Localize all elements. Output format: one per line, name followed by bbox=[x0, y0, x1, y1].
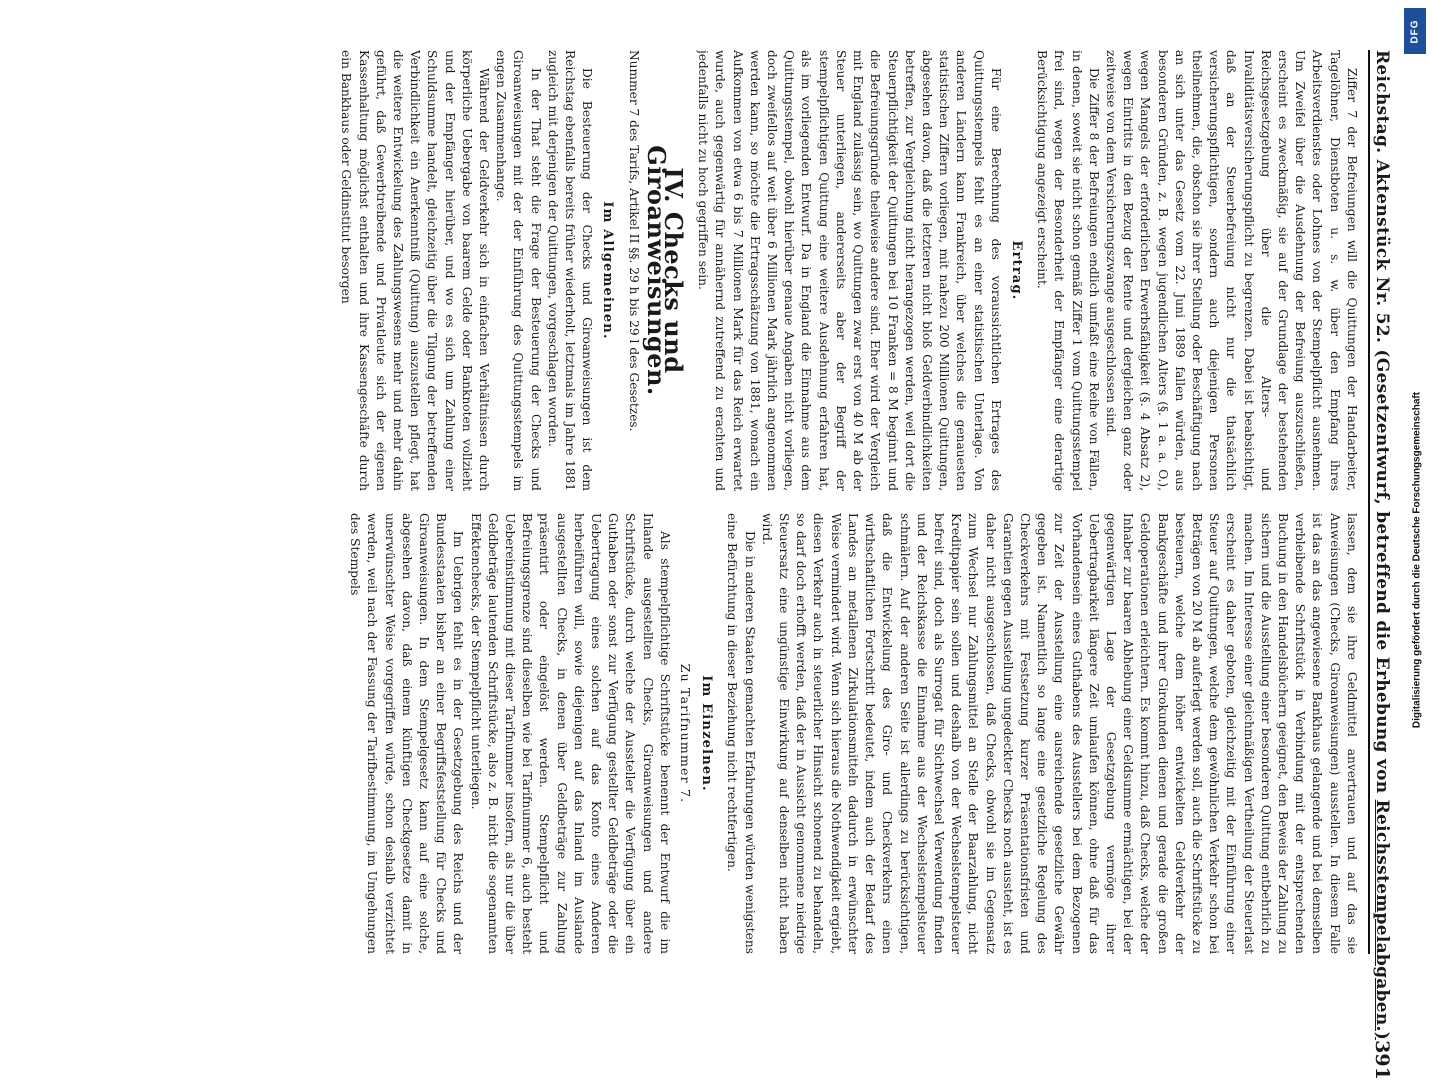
paragraph: Die in anderen Staaten gemachten Erfahrungen würden wenigstens eine Befürchtung in dieser Beziehung nicht rechtfertigen. bbox=[725, 513, 757, 954]
paragraph: Die Besteuerung der Checks und Giroanweisungen ist dem Reichstag ebenfalls bereits früher wiederholt, letztmals im Jahre 1881 zugleich mit derjenigen der Quittungen, vorgeschlagen worden. bbox=[545, 50, 595, 491]
section-heading-ertrag: Ertrag. bbox=[1008, 240, 1024, 301]
header-title bbox=[1373, 50, 1390, 1040]
section-heading-allgemein: Im Allgemeinen. bbox=[600, 201, 616, 340]
header-left-text: Reichstag. Aktenstück Nr. 52. bbox=[1372, 50, 1392, 344]
paragraph: In der That steht die Frage der Besteuerung der Checks und Giroanweisungen mit der der Einführung des Quittungsstempels im engen Zusammenhange. bbox=[494, 50, 543, 491]
paragraph: Im Uebrigen fehlt es in der Gesetzgebung des Reichs und der Bundesstaaten bisher an einer Begriffsfeststellung für Checks und Giroanweisungen. In dem Stempelgesetz kann auf eine solche, abgesehen davon, daß einem künftigen Checkgesetze damit in unerwünschter Weise vorgegriffen würde, schon deshalb verzichtet werden, weil nach der Fassung der Tarifbestimmung, im Umgehungen des Stempels bbox=[348, 513, 466, 954]
left-column bbox=[70, 50, 1360, 491]
text-columns bbox=[70, 50, 1360, 954]
paragraph: Für eine Berechnung des voraussichtlichen Ertrages des Quittungsstempels fehlt es an einer statistischen Unterlage. Von anderen Ländern kann Frankreich, über welches die genauesten statistischen Ziffern vorliegen, mit nahezu 200 Millionen Quittungen, abgesehen davon, daß die letzteren nicht bloß Geldverbindlichkeiten betreffen, zur Vergleichung nicht herangezogen werden, weil dort die Steuerpflichtigkeit der Quittungen bei 10 Franken = 8 M beginnt und die Befreiungsgründe theilweise andere sind. Eher wird der Vergleich mit England zulässig sein, wo Quittungen zwar erst von 40 M ab der Steuer unterliegen, andererseits aber der Begriff der stempelpflichtigen Quittung eine weitere Ausdehnung erfahren hat, als im vorliegenden Entwurf. Da in England die Einnahme aus dem Quittungsstempel, obwohl hierüber genaue Angaben nicht vorliegen, doch zweifellos auf weit über 6 Millionen Mark jährlich angenommen werden kann, so möchte die Ertragsschätzung von 1881, wonach ein Aufkommen von etwa 6 bis 7 Millionen Mark für das Reich erwartet wurde, auch gegenwärtig für annähernd zutreffend zu erachten und jedenfalls nicht zu hoch gegriffen sein. bbox=[696, 50, 1003, 491]
header-middle-text: (Gesetzentwurf, betreffend die Erhebung von bbox=[1372, 349, 1392, 800]
rotated-document-page bbox=[26, 20, 1406, 1080]
chapter-heading: IV. Checks und Giroanweisungen. bbox=[641, 145, 689, 396]
paragraph: Als stempelpflichtige Schriftstücke benennt der Entwurf die im Inlande ausgestellten Checks, Giroanweisungen und andere Schriftstücke, durch welche der Aussteller die Verfügung über ein Guthaben oder sonst zur Verfügung gestellter Geldbeträge oder die Uebertragung eines solchen auf das Konto eines Anderen herbeiführen will, sowie diejenigen auf das Inland im Auslande ausgestellten Checks, in denen über Geldbeträge zur Zahlung präsentirt oder eingelöst werden. Stempelpflicht und Befreiungsgrenze sind dieselben wie bei Tarifnummer 6, auch besteht Uebereinstimmung mit dieser Tarifnummer insofern, als nur die über Geldbeträge lautenden Schriftstücke, also z. B. nicht die sogenannten Effektenchecks, der Stempelpflicht unterliegen. bbox=[468, 513, 672, 954]
header-underlined-text: Reichsstempelabgaben.) bbox=[1372, 799, 1392, 1041]
digitization-credit-bar bbox=[1404, 0, 1430, 1000]
running-header bbox=[1368, 50, 1393, 1080]
paragraph: Während der Geldverkehr sich in einfachen Verhältnissen durch körperliche Uebergabe von baarem Gelde oder Banknoten vollzieht und der Empfänger hierüber, und wo es sich um Zahlung einer Schuldsumme handelt, gleichzeitig über die Tilgung der betreffenden Verbindlichkeit ein Anerkenntniß (Quittung) auszustellen pflegt, hat die weitere Entwickelung des Zahlungswesens mehr und mehr dahin geführt, daß Gewerbtreibende und Privatleute sich der eigenen Kassenhaltung möglichst enthalten und ihre Kassengeschäfte durch ein Bankhaus oder Geldinstitut besorgen bbox=[339, 50, 492, 491]
paragraph: lassen, dem sie ihre Geldmittel anvertrauen und auf das sie Anweisungen (Checks, Giroanweisungen) ausstellen. In diesem Falle ist das an das angewiesene Bankhaus gelangende und bei demselben verbleibende Schriftstück in Verbindung mit der entsprechenden Buchung in den Handelsbüchern geeignet, den Beweis der Zahlung zu sichern und die Ausstellung einer besonderen Quittung entbehrlich zu machen. Im Interesse einer gleichmäßigen Vertheilung der Steuerlast erscheint es daher geboten, gleichzeitig mit der Einführung einer Steuer auf Quittungen, welche dem gewöhnlichen Verkehr schon bei Beträgen von 20 M ab auferlegt werden soll, auch die Schriftstücke zu besteuern, welche dem höher entwickelten Geldverkehr der Bankgeschäfte und ihrer Girokunden dienen und gerade die großen Geldoperationen erleichtern. Es kommt hinzu, daß Checks, welche der Inhaber zur baaren Abhebung einer Geldsumme ermächtigen, bei der gegenwärtigen Lage der Gesetzgebung vermöge ihrer Uebertragbarkeit längere Zeit umlaufen können, ohne daß für das Vorhandensein eines Guthabens des Ausstellers bei dem Bezogenen zur Zeit der Ausstellung eine ausreichende gesetzliche Gewähr gegeben ist. Namentlich so lange eine gesetzliche Regelung des Checkverkehrs mit Festsetzung kurzer Präsentationsfristen und Garantien gegen Ausstellung ungedeckter Checks noch aussteht, ist es daher nicht ausgeschlossen, daß Checks, obwohl sie im Gegensatz zum Wechsel nur Zahlungsmittel an Stelle der Baarzahlung, nicht Kreditpapier sein sollen und deshalb von der Wechselstempelsteuer befreit sind, doch als Surrogat für Sichtwechsel Verwendung finden und der Reichskasse die Einnahme aus der Wechselstempelsteuer schmälern. Auf der anderen Seite ist allerdings zu berücksichtigen, daß die Entwickelung des Giro- und Checkverkehrs einen wirthschaftlichen Fortschritt bedeutet, indem auch der Bedarf des Landes an metallenen Zirkulationsmitteln dadurch in erwünschter Weise vermindert wird. Wenn sich hieraus die Nothwendigkeit ergiebt, diesen Verkehr auch in steuerlicher Hinsicht schonend zu behandeln, so darf doch erhofft werden, daß der in Aussicht genommene niedrige Steuersatz eine ungünstige Einwirkung auf denselben nicht haben wird. bbox=[759, 513, 1359, 954]
dfg-logo-text: DFG bbox=[1409, 18, 1421, 44]
subheading-tarifnummer: Zu Tarifnummer 7. bbox=[678, 663, 694, 804]
paragraph: Ziffer 7 der Befreiungen will die Quittungen der Handarbeiter, Tagelöhner, Dienstboten u. s. w. über den Empfang ihres Arbeitsverdienstes oder Lohnes von der Stempelpflicht ausnehmen. Um Zweifel über die Ausdehnung der Befreiung auszuschließen, erscheint es zweckmäßig, sie auf der Grundlage der bestehenden Reichsgesetzgebung über die Alters- und Invaliditätsversicherungspflicht zu begrenzen. Dabei ist beabsichtigt, daß an der Steuerbefreiung nicht nur die thatsächlich versicherungspflichtigen, sondern auch diejenigen Personen theilnehmen, die, obschon sie ihrer Stellung oder Beschäftigung nach an sich unter das Gesetz vom 22. Juni 1889 fallen würden, aus besonderen Gründen, z. B. wegen jugendlichen Alters (§. 1 a. a. O.), wegen Mangels der erforderlichen Erwerbsfähigkeit (§. 4 Absatz 2), wegen Eintritts in den Bezug der Rente und dergleichen ganz oder zeitweise von dem Versicherungszwange ausgeschlossen sind. bbox=[1103, 50, 1359, 491]
digitization-credit-text: Digitalisierung gefördert durch die Deutsche Forschungsgemeinschaft bbox=[1411, 391, 1423, 729]
page-number: 391 bbox=[1371, 1040, 1393, 1080]
dfg-logo bbox=[1404, 8, 1426, 54]
right-column bbox=[70, 513, 1360, 954]
paragraph: Nummer 7 des Tarifs, Artikel II §§. 29 h bis 29 l des Gesetzes. bbox=[626, 50, 641, 432]
section-heading-einzelnen: Im Einzelnen. bbox=[699, 675, 715, 792]
paragraph: Die Ziffer 8 der Befreiungen endlich umfaßt eine Reihe von Fällen, in denen, soweit sie nicht schon gemäß Ziffer 1 vom Quittungsstempel frei sind, wegen der Besonderheit der Empfänger eine derartige Berücksichtigung angezeigt erscheint. bbox=[1035, 50, 1101, 491]
